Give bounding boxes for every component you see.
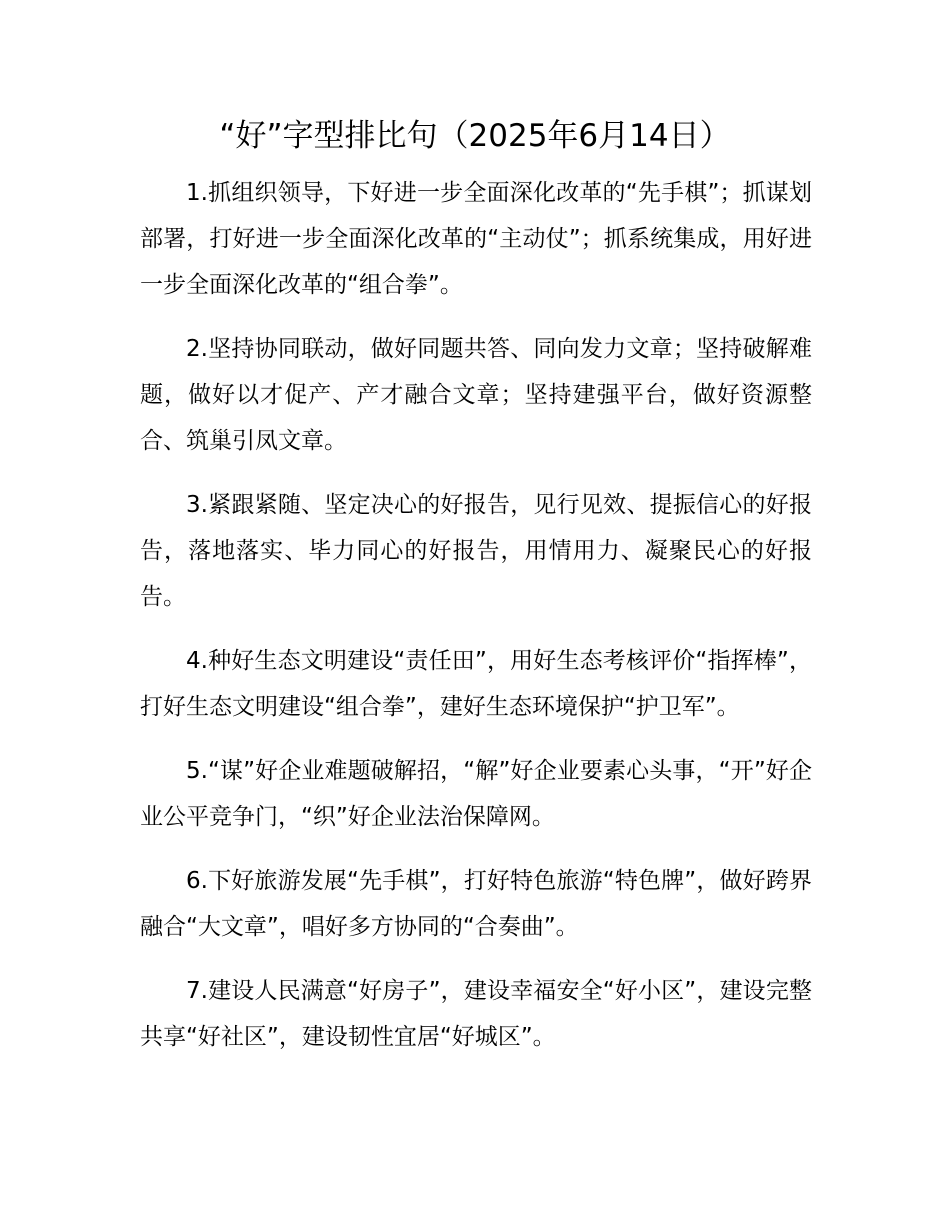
paragraph-7: 7.建设人民满意“好房子”，建设幸福安全“好小区”，建设完整共享“好社区”，建设韧性宜居“好城区”。 [140,978,812,1050]
document-body [140,170,812,1078]
paragraph-5: 5.“谋”好企业难题破解招，“解”好企业要素心头事，“开”好企业公平竞争门，“织”好企业法治保障网。 [140,758,812,830]
paragraph-4: 4.种好生态文明建设“责任田”，用好生态考核评价“指挥棒”，打好生态文明建设“组合拳”，建好生态环境保护“护卫军”。 [140,648,812,720]
paragraph-3: 3.紧跟紧随、坚定决心的好报告，见行见效、提振信心的好报告，落地落实、毕力同心的好报告，用情用力、凝聚民心的好报告。 [140,492,812,610]
paragraph-2: 2.坚持协同联动，做好同题共答、同向发力文章；坚持破解难题，做好以才促产、产才融合文章；坚持建强平台，做好资源整合、筑巢引凤文章。 [140,336,812,454]
document-title: “好”字型排比句（2025年6月14日） [219,118,731,154]
paragraph-6: 6.下好旅游发展“先手棋”，打好特色旅游“特色牌”，做好跨界融合“大文章”，唱好多方协同的“合奏曲”。 [140,868,812,940]
paragraph-1: 1.抓组织领导，下好进一步全面深化改革的“先手棋”；抓谋划部署，打好进一步全面深化改革的“主动仗”；抓系统集成，用好进一步全面深化改革的“组合拳”。 [140,180,812,298]
